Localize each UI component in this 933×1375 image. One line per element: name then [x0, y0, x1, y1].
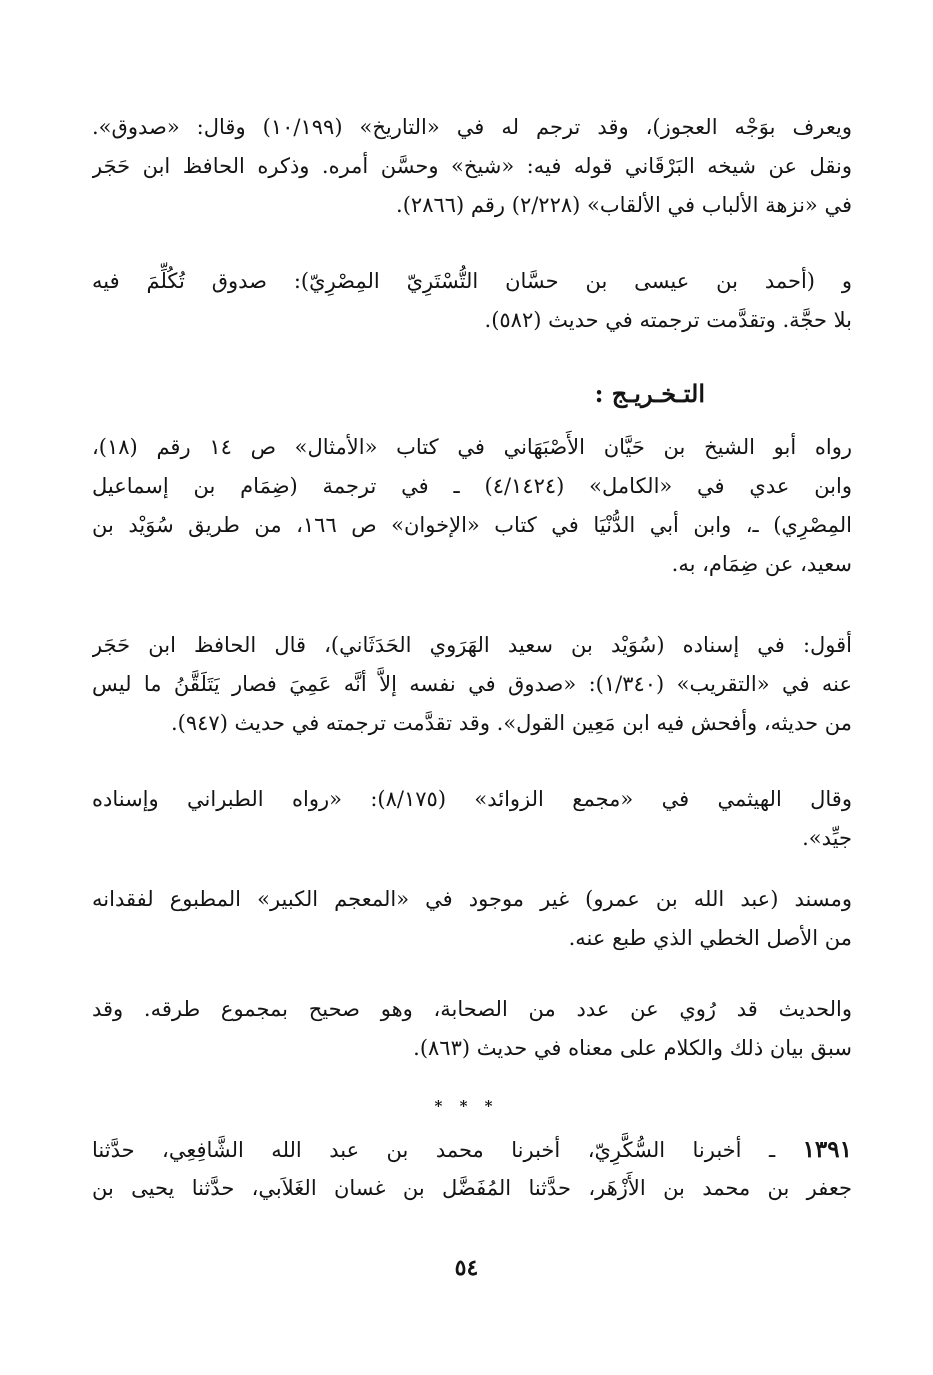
text-line: ومسند (عبد الله بن عمرو) غير موجود في «المعجم الكبير» المطبوع لفقدانه	[92, 887, 852, 911]
paragraph-1	[92, 108, 852, 225]
text-line: وابن عدي في «الكامل» (٤/١٤٢٤) ـ في ترجمة (ضِمَام بن إسماعيل	[92, 474, 852, 498]
text-line: من الأصل الخطي الذي طبع عنه.	[568, 926, 852, 950]
text-line: جيِّد».	[802, 826, 852, 850]
hadith-paragraph	[92, 1130, 852, 1208]
text-line: ويعرف بوَجْه العجوز)، وقد ترجم له في «التاريخ» (١٠/١٩٩) وقال: «صدوق».	[92, 115, 852, 139]
paragraph-2	[92, 262, 852, 340]
paragraph-4	[92, 626, 852, 743]
hadith-number: ١٣٩١	[802, 1136, 852, 1163]
text-line: وقال الهيثمي في «مجمع الزوائد» (٨/١٧٥): «رواه الطبراني وإسناده	[92, 787, 852, 811]
section-heading: التـخـريـج :	[594, 379, 705, 408]
text-line: سعيد، عن ضِمَام، به.	[671, 552, 852, 576]
hadith-line-1	[92, 1130, 852, 1169]
paragraph-6	[92, 880, 852, 958]
text-line: من حديثه، وأفحش فيه ابن مَعِين القول». وقد تقدَّمت ترجمته في حديث (٩٤٧).	[170, 711, 852, 735]
text-line: بلا حجَّة. وتقدَّمت ترجمته في حديث (٥٨٢).	[484, 308, 852, 332]
paragraph-5	[92, 780, 852, 858]
text-line: في «نزهة الألباب في الألقاب» (٢/٢٢٨) رقم (٢٨٦٦).	[396, 193, 852, 217]
text-line: رواه أبو الشيخ بن حَيَّان الأَصْبَهَاني في كتاب «الأمثال» ص ١٤ رقم (١٨)،	[92, 435, 852, 459]
text-line: أقول: في إسناده (سُوَيْد بن سعيد الهَرَوي الحَدَثَاني)، قال الحافظ ابن حَجَر	[92, 633, 852, 657]
paragraph-3	[92, 428, 852, 584]
text-line: جعفر بن محمد بن الأَزْهَر، حدَّثنا المُفَضَّل بن غسان الغَلاَبي، حدَّثنا يحيى بن	[92, 1176, 852, 1200]
text-line: والحديث قد رُوي عن عدد من الصحابة، وهو صحيح بمجموع طرقه. وقد	[92, 997, 852, 1021]
text-line: المِصْرِي) ـ، وابن أبي الدُّنْيَا في كتاب «الإخوان» ص ١٦٦، من طريق سُوَيْد بن	[92, 513, 852, 537]
text-line: و (أحمد بن عيسى بن حسَّان التُّسْتَرِيّ المِصْرِيّ): صدوق تُكُلِّمَ فيه	[92, 269, 852, 293]
text-line: عنه في «التقريب» (١/٣٤٠): «صدوق في نفسه إلاَّ أنَّه عَمِيَ فصار يَتَلَقَّنُ ما ليس	[92, 672, 852, 696]
page-number: ٥٤	[454, 1255, 479, 1281]
hadith-text: ـ أخبرنا السُّكَّرِيّ، أخبرنا محمد بن عبد الله الشَّافِعِي، حدَّثنا	[92, 1138, 776, 1162]
paragraph-7	[92, 990, 852, 1068]
section-separator: * * *	[434, 1097, 499, 1115]
text-line: ونقل عن شيخه البَرْقَاني قوله فيه: «شيخ» وحسَّن أمره. وذكره الحافظ ابن حَجَر	[92, 154, 852, 178]
text-line: سبق بيان ذلك والكلام على معناه في حديث (٨٦٣).	[413, 1036, 852, 1060]
